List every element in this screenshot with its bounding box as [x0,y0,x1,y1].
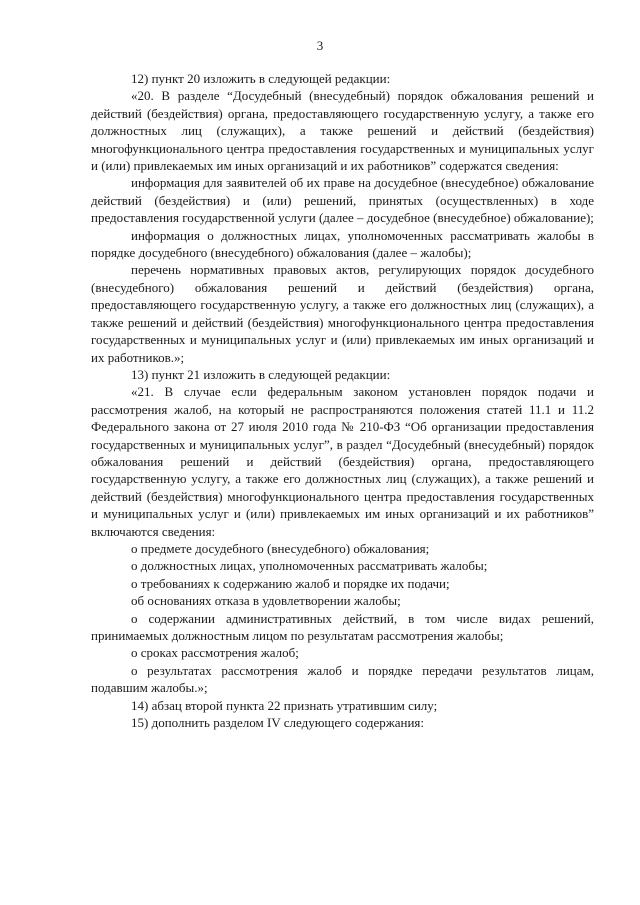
paragraph-review-terms: о сроках рассмотрения жалоб; [131,645,299,661]
paragraph-complaint-requirements: о требованиях к содержанию жалоб и порядке их подачи; [131,575,450,591]
paragraph-info-applicants: информация для заявителей об их праве на досудебное (внесудебное) обжалование действий (бездействия) и (или) решений, принятых (осуществленных) в ходе предоставления государственной услуги (далее – досудебное (внесудебное) обжалование); [91,175,594,226]
paragraph-info-officials: информация о должностных лицах, уполномоченных рассматривать жалобы в порядке досудебного (внесудебного) обжалования (далее – жалобы); [91,227,594,261]
paragraph-refusal-grounds: об основаниях отказа в удовлетворении жалобы; [131,593,401,609]
paragraph-point-20: «20. В разделе “Досудебный (внесудебный) порядок обжалования решений и действий (бездействия) органа, предоставляющего государственную услугу, а также его должностных лиц (служащих), а также решений и действий (бездействия) многофункционального центра предоставления государственных и муниципальных услуг и (или) привлекаемых им иных организаций и их работников” содержатся сведения: [91,88,594,174]
paragraph-review-results: о результатах рассмотрения жалоб и порядке передачи результатов лицам, подавшим жалобы.»; [91,662,594,696]
paragraph-item-14: 14) абзац второй пункта 22 признать утратившим силу; [131,697,438,713]
paragraph-item-13: 13) пункт 21 изложить в следующей редакции: [131,366,391,382]
paragraph-point-21: «21. В случае если федеральным законом установлен порядок подачи и рассмотрения жалоб, на который не распространяются положения статей 11.1 и 11.2 Федерального закона от 27 июля 2010 года № 210-ФЗ “Об организации предоставления государственных и муниципальных услуг”, в раздел “Досудебный (внесудебный) порядок обжалования решений и действий (бездействия) органа, предоставляющего государственную услугу, а также его должностных лиц (служащих), а также решений и действий (бездействия) многофункционального центра предоставления государственных и муниципальных услуг и (или) привлекаемых им иных организаций и их работников” включаются сведения: [91,384,594,539]
paragraph-authorized-officials: о должностных лицах, уполномоченных рассматривать жалобы; [131,558,488,574]
paragraph-admin-actions: о содержании административных действий, в том числе видах решений, принимаемых должностным лицом по результатам рассмотрения жалобы; [91,610,594,643]
paragraph-item-15: 15) дополнить разделом IV следующего содержания: [131,715,425,731]
paragraph-subject-appeal: о предмете досудебного (внесудебного) обжалования; [131,540,430,556]
page-number: 3 [316,38,324,53]
document-body [91,70,594,731]
paragraph-legal-acts-list: перечень нормативных правовых актов, регулирующих порядок досудебного (внесудебного) обжалования решений и действий (бездействия) органа, предоставляющего государственную услугу, а также его должностных лиц (служащих), а также решений и действий (бездействия) многофункционального центра предоставления государственных и муниципальных услуг и (или) привлекаемых им иных организаций и их работников.»; [91,262,594,365]
paragraph-item-12: 12) пункт 20 изложить в следующей редакции: [131,71,391,86]
